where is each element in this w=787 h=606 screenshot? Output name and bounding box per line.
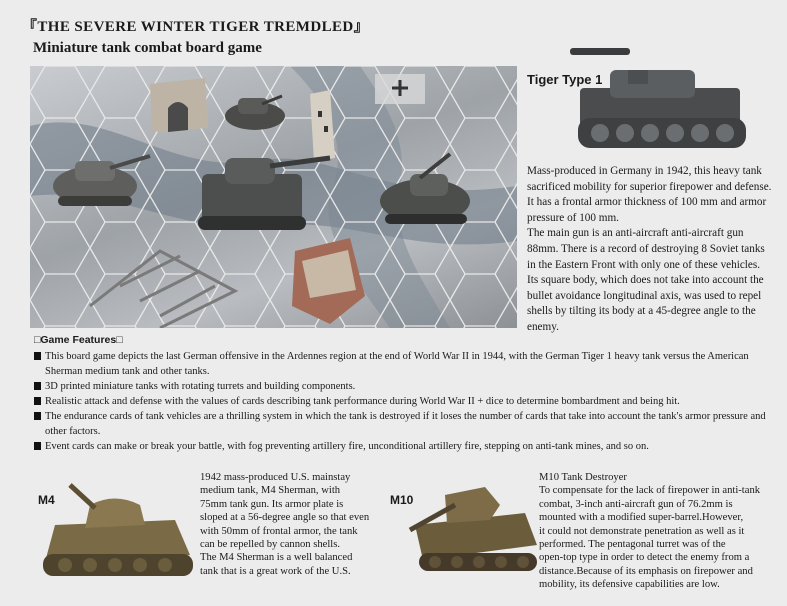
m4-line: can be repelled by cannon shells. (200, 539, 341, 551)
m10-line: M10 Tank Destroyer (539, 472, 627, 483)
m10-line: To compensate for the lack of firepower in anti-tank (539, 485, 761, 497)
m4-line: sloped at a 56-degree angle so that even (200, 512, 370, 524)
m4-label: M4 (38, 493, 55, 507)
m4-description (200, 471, 380, 578)
m10-tank-image (405, 465, 540, 585)
m10-line: open-top type in order to detect the enemy from a (539, 552, 750, 564)
m10-line: performed. The pentagonal turret was of the (539, 539, 726, 551)
page-title: 『THE SEVERE WINTER TIGER TREMDLED』 (22, 19, 370, 35)
m4-line: medium tank, M4 Sherman, with (200, 485, 341, 497)
m4-line: with 50mm of frontal armor, the tank (200, 525, 358, 537)
m4-line: 75mm tank gun. Its armor plate is (200, 498, 344, 510)
feature-item: Event cards can make or break your battle, with fog preventing artillery fire, unconditional artillery fire, stepping on anti-tank mines, and so on. (33, 439, 773, 454)
feature-item: Realistic attack and defense with the values of cards describing tank performance during World War II + dice to determine bombardment and being hit. (33, 394, 773, 409)
m4-line: tank that is a great work of the U.S. (200, 565, 351, 577)
features-heading: □Game Features□ (34, 334, 123, 346)
features-list (33, 349, 773, 454)
tiger-description (527, 164, 772, 336)
feature-item: The endurance cards of tank vehicles are a thrilling system in which the tank is destroyed if it loses the number of cards that take into account the tank's armor pressure and other factors. (33, 409, 773, 439)
m10-line: mobility, its defensive capabilities are low. (539, 579, 720, 591)
m10-line: combat, 3-inch anti-aircraft gun of 76.2mm is (539, 498, 733, 510)
m10-line: distance.Because of its emphasis on firepower and (539, 565, 753, 577)
m4-tank-image (35, 470, 195, 585)
m10-label: M10 (390, 493, 414, 507)
board-game-photo (30, 66, 517, 328)
tiger-tank-image (570, 40, 755, 160)
m4-line: 1942 mass-produced U.S. mainstay (200, 472, 351, 483)
tiger-paragraph: Mass-produced in Germany in 1942, this heavy tank sacrificed mobility for superior firepower and defense. It has a frontal armor thickness of 100 mm and armor pressure of 100 mm. (527, 165, 772, 224)
m4-line: The M4 Sherman is a well balanced (200, 552, 353, 564)
m10-description (539, 471, 779, 592)
tiger-paragraph: The main gun is an anti-aircraft anti-aircraft gun 88mm. There is a record of destroying 8 Soviet tanks in the Eastern Front with only one of these vehicles. Its square body, which does not take into account the bullet avoidance longitudinal axis, was used to repel shells by tilting its body at a 45-degree angle to the enemy. (527, 227, 765, 333)
feature-item: This board game depicts the last German offensive in the Ardennes region at the end of World War II in 1944, with the German Tiger 1 heavy tank versus the American Sherman medium tank and other tanks. (33, 349, 773, 379)
page-subtitle: Miniature tank combat board game (33, 40, 262, 56)
feature-item: 3D printed miniature tanks with rotating turrets and building components. (33, 379, 773, 394)
tiger-label: Tiger Type 1 (527, 72, 603, 87)
m10-line: it could not demonstrate penetration as well as it (539, 525, 745, 537)
m10-line: mounted with a modified super-barrel.However, (539, 512, 744, 524)
ruined-house-piece (150, 78, 208, 132)
